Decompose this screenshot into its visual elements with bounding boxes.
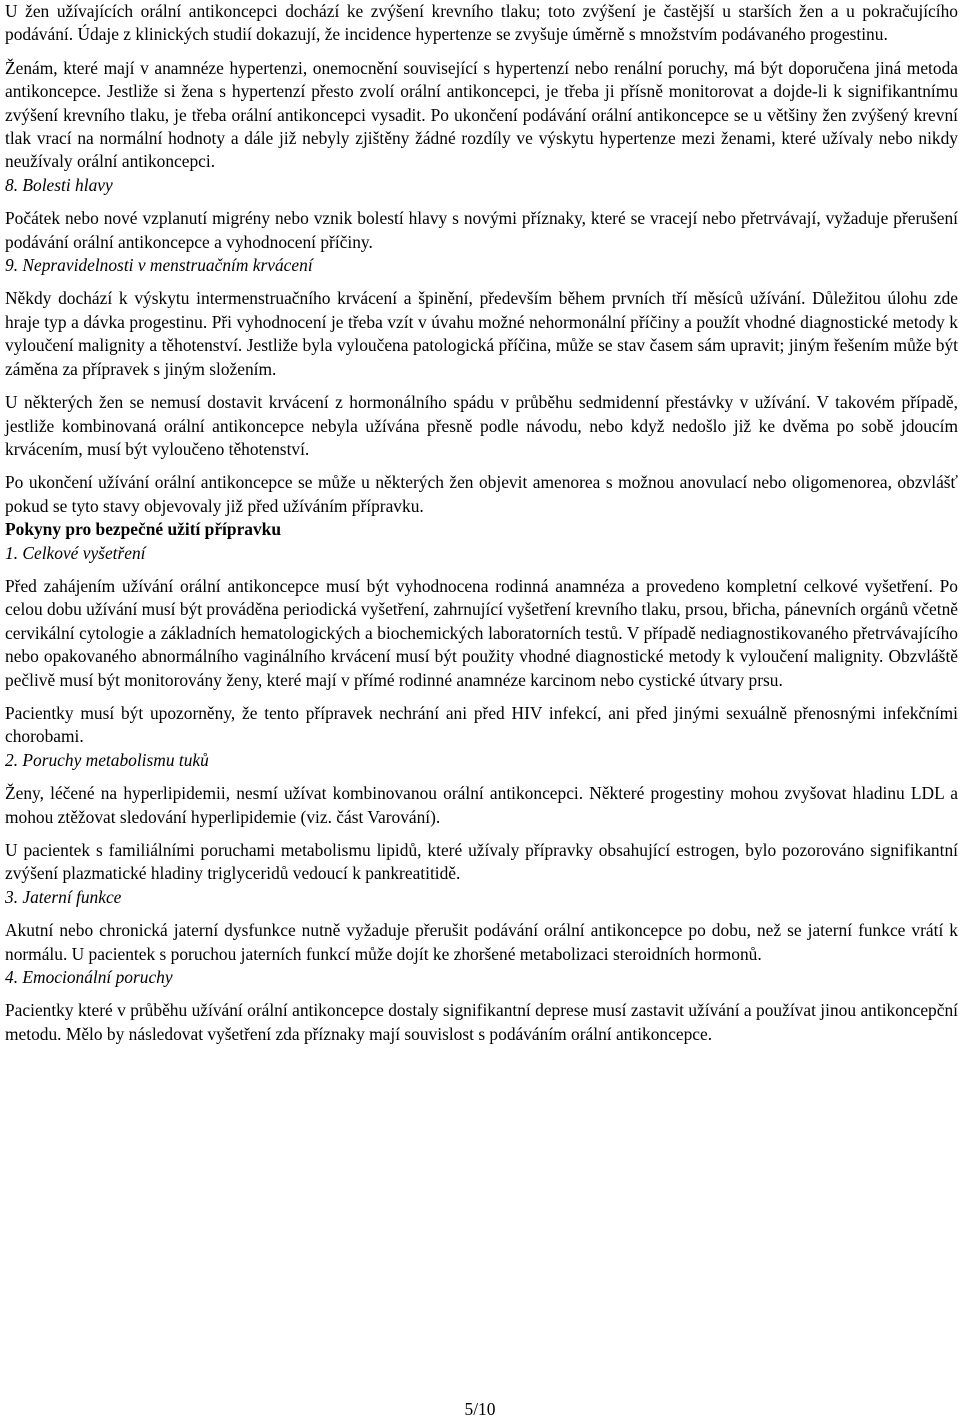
heading-emotional-disorders: 4. Emocionální poruchy: [5, 967, 173, 988]
heading-liver-function: 3. Jaterní funkce: [5, 886, 122, 907]
paragraph-hiv-warning: Pacientky musí být upozorněny, že tento přípravek nechrání ani před HIV infekcí, ani před jinými sexuálně přenosnými infekčními chorobami.: [5, 702, 958, 747]
paragraph-headaches: Počátek nebo nové vzplanutí migrény nebo vznik bolestí hlavy s novými příznaky, které se vracejí nebo přetrvávají, vyžaduje přerušení podávání orální antikoncepce a vyhodnocení příčiny.: [5, 208, 958, 252]
paragraph-hypertension-recommendation: Ženám, které mají v anamnéze hypertenzi, onemocnění související s hypertenzí nebo renální poruchy, má být doporučena jiná metoda antikoncepce. Jestliže si žena s hypertenzí přesto zvolí orální antikoncepci, je třeba ji přísně monitorovat a dojde-li k signifikantnímu zvýšení krevního tlaku, je třeba orální antikoncepci vysadit. Po ukončení podávání orální antikoncepce se u většiny žen zvýšený krevní tlak vrací na normální hodnoty a dále již nebyly zjištěny žádné rozdíly ve výskytu hypertenze mezi ženami, které užívaly nebo nikdy neužívaly orální antikoncepci.: [5, 57, 958, 172]
paragraph-amenorrhea: Po ukončení užívání orální antikoncepce se může u některých žen objevit amenorea s možnou anovulací nebo oligomenorea, obzvlášť pokud se tyto stavy objevovaly již před užíváním přípravku.: [5, 472, 958, 516]
heading-headaches: 8. Bolesti hlavy: [5, 174, 113, 195]
page-number: 5/10: [464, 1399, 496, 1419]
heading-general-examination: 1. Celkové vyšetření: [5, 542, 146, 563]
heading-menstrual-irregularities: 9. Nepravidelnosti v menstruačním krvácení: [5, 255, 313, 276]
paragraph-general-examination: Před zahájením užívání orální antikoncepce musí být vyhodnocena rodinná anamnéza a provedeno kompletní celkové vyšetření. Po celou dobu užívání musí být prováděna periodická vyšetření, zahrnující vyšetření krevního tlaku, prsou, břicha, pánevních orgánů včetně cervikální cytologie a základních hematologických a biochemických laboratorních testů. V případě nediagnostikovaného přetrvávajícího nebo opakovaného abnormálního vaginálního krvácení musí být použity vhodné diagnostické metody k vyloučení malignity. Obzvláště pečlivě musí být monitorovány ženy, které mají v přímé rodinné anamnéze karcinom nebo cystické útvary prsu.: [5, 575, 958, 690]
paragraph-familial-lipid-disorders: U pacientek s familiálními poruchami metabolismu lipidů, které užívaly přípravky obsahující estrogen, bylo pozorováno signifikantní zvýšení plazmatické hladiny triglyceridů vedoucí k pankreatitidě.: [5, 840, 958, 884]
paragraph-emotional-disorders: Pacientky které v průběhu užívání orální antikoncepce dostaly signifikantní deprese musí zastavit užívání a používat jinou antikoncepční metodu. Mělo by následovat vyšetření zda příznaky mají souvislost s podáváním orální antikoncepce.: [5, 1000, 958, 1044]
paragraph-liver-function: Akutní nebo chronická jaterní dysfunkce nutně vyžaduje přerušit podávání orální antikoncepce po dobu, než se jaterní funkce vrátí k normálu. U pacientek s poruchou jaterních funkcí může dojít ke zhoršené metabolizaci steroidních hormonů.: [5, 920, 958, 964]
paragraph-intermenstrual-bleeding: Někdy dochází k výskytu intermenstruačního krvácení a špinění, především během prvních tří měsíců užívání. Důležitou úlohu zde hraje typ a dávka progestinu. Při vyhodnocení je třeba vzít v úvahu možné nehormonální příčiny a použít vhodné diagnostické metody k vyloučení malignity a těhotenství. Jestliže byla vyloučena patologická příčina, může se stav časem sám upravit; jiným řešením může být záměna za přípravek s jiným složením.: [5, 288, 958, 379]
paragraph-hyperlipidemia: Ženy, léčené na hyperlipidemii, nesmí užívat kombinovanou orální antikoncepci. Některé progestiny mohou zvyšovat hladinu LDL a mohou ztěžovat sledování hyperlipidemie (viz. část Varování).: [5, 783, 958, 827]
paragraph-withdrawal-bleeding: U některých žen se nemusí dostavit krvácení z hormonálního spádu v průběhu sedmidenní přestávky v užívání. V takovém případě, jestliže kombinovaná orální antikoncepce nebyla užívána přesně podle návodu, nebo když nedošlo již ke dvěma po sobě jdoucím krvácením, musí být vyloučeno těhotenství.: [5, 392, 958, 459]
paragraph-hypertension-incidence: U žen užívajících orální antikoncepci dochází ke zvýšení krevního tlaku; toto zvýšení je častější u starších žen a u pokračujícího podávání. Údaje z klinických studií dokazují, že incidence hypertenze se zvyšuje úměrně s množstvím podávaného progestinu.: [5, 1, 958, 45]
heading-lipid-metabolism: 2. Poruchy metabolismu tuků: [5, 749, 209, 770]
document-page: [5, 0, 958, 1046]
section-title-safe-use: Pokyny pro bezpečné užití přípravku: [5, 519, 282, 540]
